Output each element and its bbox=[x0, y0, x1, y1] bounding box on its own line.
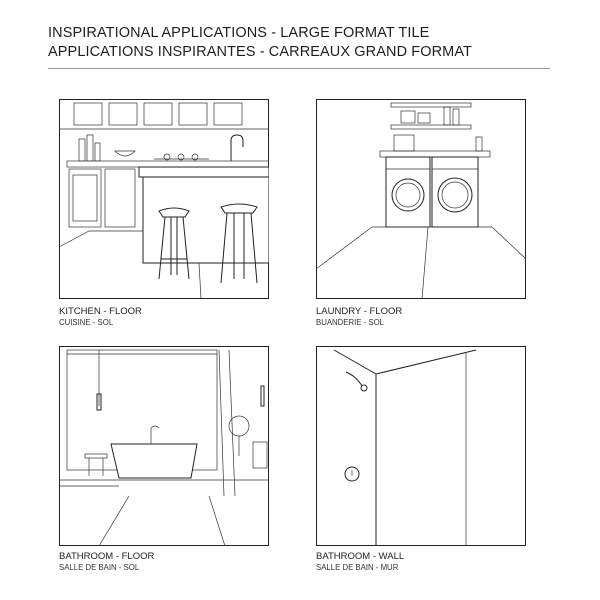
header-divider bbox=[48, 68, 550, 69]
bathroom-floor-illustration bbox=[59, 346, 269, 546]
caption-en: KITCHEN - FLOOR bbox=[59, 306, 142, 317]
caption-en: BATHROOM - WALL bbox=[316, 551, 405, 562]
caption-fr: CUISINE - SOL bbox=[59, 318, 114, 327]
caption-en: LAUNDRY - FLOOR bbox=[316, 306, 403, 317]
bathroom-wall-caption bbox=[316, 551, 404, 572]
caption-fr: SALLE DE BAIN - SOL bbox=[59, 563, 140, 572]
kitchen-caption bbox=[59, 306, 142, 327]
caption-fr: BUANDERIE - SOL bbox=[316, 318, 385, 327]
page-title: INSPIRATIONAL APPLICATIONS - LARGE FORMAT TILE bbox=[48, 25, 430, 41]
kitchen-floor-illustration bbox=[59, 99, 269, 299]
bathroom-floor-caption bbox=[59, 551, 154, 572]
laundry-caption bbox=[316, 306, 402, 327]
laundry-floor-illustration bbox=[316, 99, 526, 299]
caption-fr: SALLE DE BAIN - MUR bbox=[316, 563, 399, 572]
page-subtitle: APPLICATIONS INSPIRANTES - CARREAUX GRAND FORMAT bbox=[48, 44, 473, 60]
bathroom-wall-illustration bbox=[316, 346, 526, 546]
caption-en: BATHROOM - FLOOR bbox=[59, 551, 155, 562]
